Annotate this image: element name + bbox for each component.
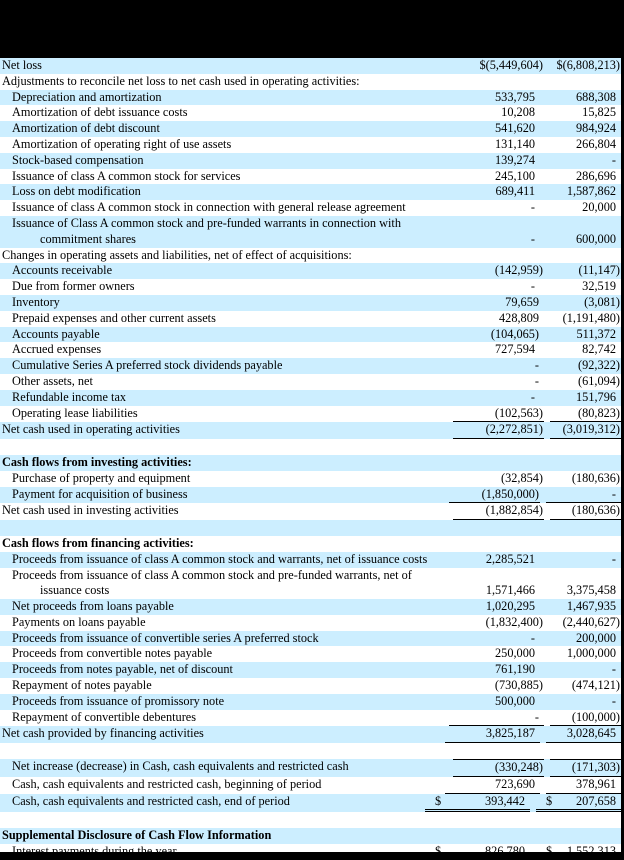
- amount-col1: 689,411: [495, 184, 535, 199]
- table-row: [0, 726, 621, 743]
- row-label: Proceeds from issuance of class A common stock and pre-funded warrants, net of issuance costs: [12, 567, 412, 598]
- row-label: Payments on loans payable: [12, 614, 146, 629]
- amount-col2: 3,028,645: [546, 726, 621, 743]
- amount-col1: 1,020,295: [485, 599, 535, 614]
- spacer-row: [0, 812, 621, 828]
- row-label: Proceeds from convertible notes payable: [12, 646, 213, 661]
- bottom-black-bar: [0, 852, 624, 860]
- row-label: Net cash provided by financing activities: [2, 726, 204, 741]
- amount-col2: -: [611, 551, 616, 566]
- amount-value: 207,658: [576, 793, 616, 808]
- amount-col1: -: [530, 630, 535, 645]
- amount-col2: 151,796: [576, 389, 616, 404]
- amount-col2: 1,587,862: [566, 184, 616, 199]
- row-label: Adjustments to reconcile net loss to net cash used in operating activities:: [2, 73, 360, 88]
- table-row: [0, 137, 621, 153]
- amount-col1: [445, 520, 540, 536]
- amount-col2: [546, 743, 621, 759]
- amount-col1: -: [534, 358, 539, 373]
- spacer-row: [0, 743, 621, 759]
- amount-col2: (2,440,627): [562, 614, 620, 629]
- table-row: [0, 759, 621, 777]
- amount-col2: 688,308: [576, 89, 616, 104]
- row-label: [0, 743, 445, 759]
- amount-col1: 533,795: [495, 89, 535, 104]
- amount-col1: (1,850,000): [449, 487, 540, 504]
- table-row: [0, 455, 621, 471]
- amount-col2: (11,147): [578, 263, 620, 278]
- table-row: [0, 552, 621, 568]
- table-row: [0, 646, 621, 662]
- amount-col1: [445, 248, 540, 264]
- amount-col2: [546, 536, 621, 552]
- row-label: Proceeds from issuance of promissory note: [12, 693, 225, 708]
- row-label: Amortization of operating right of use assets: [12, 136, 232, 151]
- amount-col2: 984,924: [576, 121, 616, 136]
- amount-col2: [546, 74, 621, 90]
- table-row: [0, 471, 621, 487]
- amount-col2: 378,961: [546, 777, 621, 794]
- row-label: Cumulative Series A preferred stock dividends payable: [12, 358, 283, 373]
- row-label: Inventory: [12, 294, 60, 309]
- spacer-row: [0, 439, 621, 455]
- row-label: Changes in operating assets and liabilities, net of effect of acquisitions:: [2, 247, 352, 262]
- row-label: Proceeds from issuance of convertible series A preferred stock: [12, 630, 319, 645]
- table-row: [0, 58, 621, 74]
- amount-col1: -: [530, 231, 535, 246]
- row-label: Net proceeds from loans payable: [12, 599, 174, 614]
- table-row: [0, 327, 621, 343]
- amount-value: 393,442: [485, 793, 525, 808]
- row-label: Amortization of debt issuance costs: [12, 105, 188, 120]
- amount-col1: [445, 743, 540, 759]
- table-row: [0, 295, 621, 311]
- amount-col1: [425, 794, 530, 813]
- table-row: [0, 200, 621, 216]
- row-label: Proceeds from issuance of class A common stock and warrants, net of issuance costs: [12, 551, 428, 566]
- table-row: [0, 777, 621, 794]
- amount-col2: [546, 455, 621, 471]
- amount-col2: (92,322): [577, 358, 620, 373]
- table-row: [0, 216, 621, 248]
- amount-col1: (1,832,400): [485, 614, 543, 629]
- amount-col1: -: [530, 200, 535, 215]
- table-row: [0, 390, 621, 406]
- table-row: [0, 828, 621, 844]
- amount-col1: [445, 536, 540, 552]
- row-label: Issuance of Class A common stock and pre-funded warrants in connection with commitment shares: [12, 215, 401, 246]
- table-row: [0, 503, 621, 520]
- amount-col1: 541,620: [495, 121, 535, 136]
- redacted-top-banner: [0, 0, 624, 58]
- amount-col2: [546, 828, 621, 844]
- amount-col2: (3,019,312): [550, 422, 621, 439]
- row-label: Prepaid expenses and other current assets: [12, 310, 216, 325]
- row-label: Supplemental Disclosure of Cash Flow Information: [2, 828, 272, 843]
- row-label: Accounts receivable: [12, 263, 113, 278]
- row-label: Cash, cash equivalents and restricted cash, beginning of period: [12, 776, 322, 791]
- row-label: Amortization of debt discount: [12, 121, 160, 136]
- amount-col2: [546, 520, 621, 536]
- row-label: Operating lease liabilities: [12, 405, 138, 420]
- amount-col2: 200,000: [576, 630, 616, 645]
- amount-col2: (1,191,480): [562, 310, 620, 325]
- amount-col1: (142,959): [494, 263, 543, 278]
- amount-col2: (180,636): [550, 503, 621, 520]
- table-row: [0, 487, 621, 504]
- amount-col2: (61,094): [577, 373, 620, 388]
- row-label: Issuance of class A common stock for services: [12, 168, 241, 183]
- amount-col2: (100,000): [550, 710, 621, 727]
- table-row: [0, 615, 621, 631]
- amount-col2: 20,000: [582, 200, 616, 215]
- amount-col2: 3,375,458: [566, 583, 616, 598]
- amount-col1: [445, 439, 540, 455]
- table-row: [0, 105, 621, 121]
- row-label: Proceeds from notes payable, net of discount: [12, 662, 233, 677]
- row-label: Other assets, net: [12, 373, 93, 388]
- amount-col2: [536, 794, 621, 813]
- row-label: Net cash used in investing activities: [2, 503, 179, 518]
- row-label: Payment for acquisition of business: [12, 486, 188, 501]
- row-label: Depreciation and amortization: [12, 89, 162, 104]
- table-row: [0, 74, 621, 90]
- table-row: [0, 694, 621, 710]
- amount-col1: 428,809: [499, 310, 539, 325]
- amount-col1: (104,065): [490, 326, 539, 341]
- row-label: Repayment of convertible debentures: [12, 709, 197, 724]
- table-row: [0, 153, 621, 169]
- cash-flow-table: [0, 58, 621, 860]
- row-label: Refundable income tax: [12, 389, 127, 404]
- row-label: Cash flows from financing activities:: [2, 535, 194, 550]
- row-label: Due from former owners: [12, 279, 135, 294]
- table-row: [0, 678, 621, 694]
- amount-col2: 1,467,935: [566, 599, 616, 614]
- amount-col1: 79,659: [505, 294, 539, 309]
- amount-col1: 245,100: [495, 168, 535, 183]
- amount-col1: [445, 828, 540, 844]
- table-row: [0, 794, 621, 813]
- row-label: [0, 812, 445, 828]
- row-label: Accounts payable: [12, 326, 100, 341]
- amount-col1: (102,563): [453, 406, 544, 423]
- amount-col1: (2,272,851): [453, 422, 544, 439]
- currency-symbol: $: [435, 793, 442, 808]
- row-label: Cash flows from investing activities:: [2, 454, 192, 469]
- amount-col1: 500,000: [495, 693, 535, 708]
- amount-col2: 1,000,000: [566, 646, 616, 661]
- amount-col1: 250,000: [495, 646, 535, 661]
- amount-col1: [445, 74, 540, 90]
- amount-col2: 286,696: [576, 168, 616, 183]
- row-label: Net cash used in operating activities: [2, 422, 180, 437]
- amount-col2: -: [546, 487, 621, 504]
- table-row: [0, 121, 621, 137]
- amount-col1: 727,594: [495, 342, 535, 357]
- amount-col2: -: [611, 693, 616, 708]
- amount-col1: -: [449, 710, 544, 727]
- row-label: Stock-based compensation: [12, 152, 144, 167]
- row-label: Loss on debt modification: [12, 184, 141, 199]
- amount-col1: -: [530, 279, 535, 294]
- amount-col1: (32,854): [500, 470, 543, 485]
- table-row: [0, 710, 621, 727]
- amount-col2: 82,742: [582, 342, 616, 357]
- amount-col2: (474,121): [571, 678, 620, 693]
- amount-col2: 266,804: [576, 136, 616, 151]
- table-row: [0, 248, 621, 264]
- amount-col2: [546, 812, 621, 828]
- amount-col1: 761,190: [495, 662, 535, 677]
- amount-col1: (730,885): [494, 678, 543, 693]
- row-label: [0, 520, 445, 536]
- row-label: Net increase (decrease) in Cash, cash equivalents and restricted cash: [12, 759, 349, 774]
- table-row: [0, 662, 621, 678]
- amount-col1: 139,274: [495, 152, 535, 167]
- table-row: [0, 90, 621, 106]
- table-row: [0, 374, 621, 390]
- amount-col2: (171,303): [550, 759, 621, 777]
- table-row: [0, 279, 621, 295]
- amount-col2: 32,519: [582, 279, 616, 294]
- table-row: [0, 536, 621, 552]
- amount-col1: 2,285,521: [485, 551, 535, 566]
- table-row: [0, 342, 621, 358]
- table-row: [0, 568, 621, 600]
- table-row: [0, 184, 621, 200]
- amount-col1: 1,571,466: [485, 583, 535, 598]
- amount-col2: [546, 439, 621, 455]
- amount-col2: (180,636): [571, 470, 620, 485]
- row-label: Issuance of class A common stock in connection with general release agreement: [12, 200, 406, 215]
- row-label: Accrued expenses: [12, 342, 102, 357]
- row-label: [0, 439, 445, 455]
- row-label: Net loss: [2, 58, 42, 72]
- amount-col1: 3,825,187: [445, 726, 540, 743]
- amount-col2: 511,372: [576, 326, 616, 341]
- amount-col1: (1,882,854): [453, 503, 544, 520]
- spacer-row: [0, 520, 621, 536]
- amount-col2: [546, 248, 621, 264]
- amount-col2: (80,823): [550, 406, 621, 423]
- amount-col1: $(5,449,604): [479, 58, 543, 72]
- table-row: [0, 631, 621, 647]
- row-label: Purchase of property and equipment: [12, 470, 191, 485]
- amount-col2: -: [611, 662, 616, 677]
- table-row: [0, 169, 621, 185]
- row-label: Repayment of notes payable: [12, 678, 152, 693]
- amount-col2: $(6,808,213): [556, 58, 620, 72]
- amount-col1: [445, 812, 540, 828]
- amount-col1: 10,208: [501, 105, 535, 120]
- table-row: [0, 599, 621, 615]
- amount-col2: -: [611, 152, 616, 167]
- amount-col2: (3,081): [584, 294, 620, 309]
- amount-col2: 600,000: [576, 231, 616, 246]
- amount-col1: 131,140: [495, 136, 535, 151]
- amount-col1: -: [530, 389, 535, 404]
- currency-symbol: $: [546, 793, 553, 808]
- table-row: [0, 406, 621, 423]
- table-row: [0, 263, 621, 279]
- amount-col1: -: [534, 373, 539, 388]
- amount-col1: (330,248): [453, 759, 544, 777]
- table-row: [0, 358, 621, 374]
- table-row: [0, 311, 621, 327]
- amount-col1: [445, 455, 540, 471]
- row-label: Cash, cash equivalents and restricted cash, end of period: [12, 793, 290, 808]
- amount-col2: 15,825: [582, 105, 616, 120]
- amount-col1: 723,690: [445, 777, 540, 794]
- table-row: [0, 422, 621, 439]
